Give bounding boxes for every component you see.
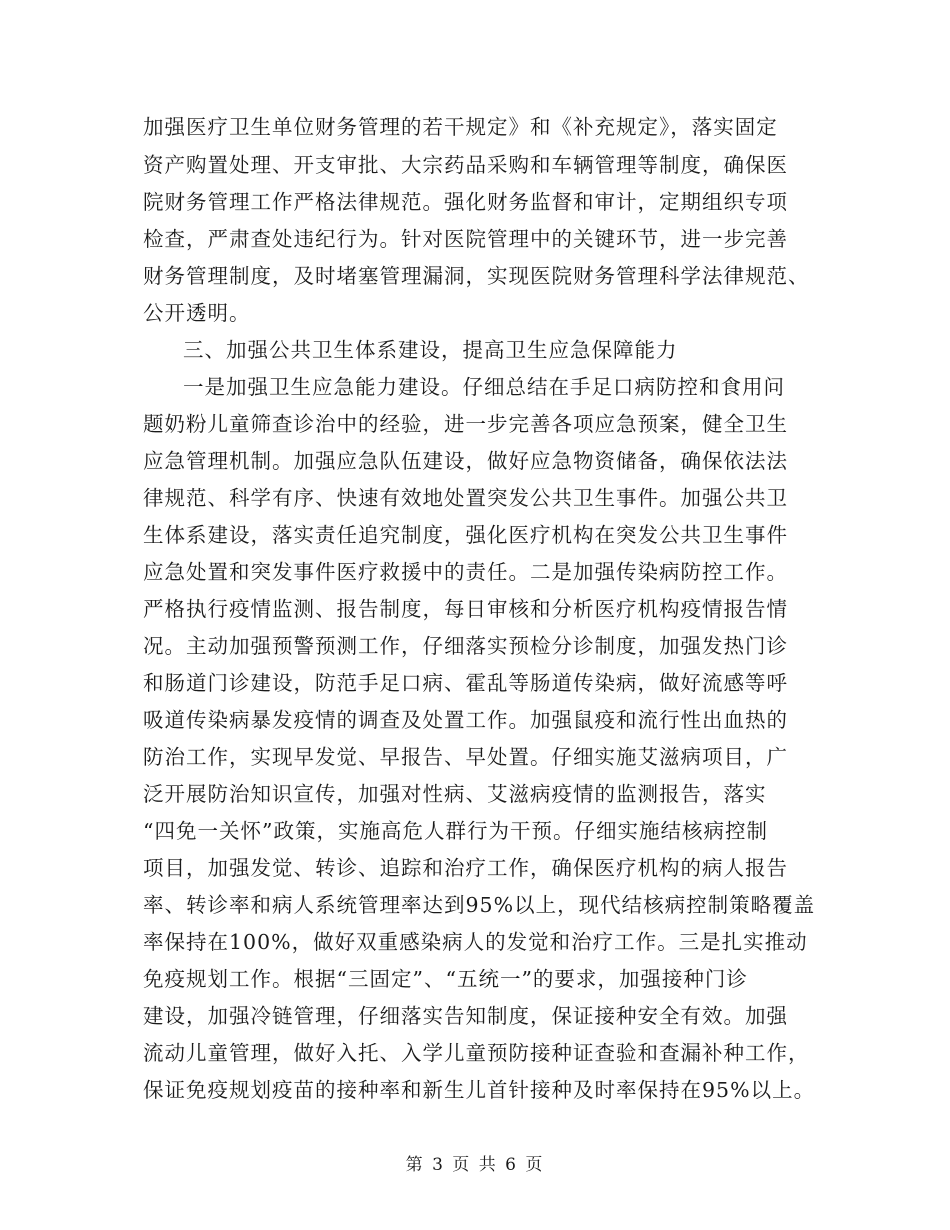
page-number-footer: 第 3 页 共 6 页 — [405, 1155, 545, 1175]
body-text-line: 资产购置处理、开支审批、大宗药品采购和车辆管理等制度，确保医 — [143, 153, 788, 177]
body-text-line: 保证免疫规划疫苗的接种率和新生儿首针接种及时率保持在95%以上。 — [143, 1078, 816, 1102]
body-text-line: 防治工作，实现早发觉、早报告、早处置。仔细实施艾滋病项目，广 — [143, 745, 788, 769]
body-text-line: 泛开展防治知识宣传，加强对性病、艾滋病疫情的监测报告，落实 — [143, 782, 767, 806]
body-text-line: 项目，加强发觉、转诊、追踪和治疗工作，确保医疗机构的病人报告 — [143, 856, 788, 880]
section-heading: 三、加强公共卫生体系建设，提高卫生应急保障能力 — [183, 338, 678, 362]
body-text-line: 流动儿童管理，做好入托、入学儿童预防接种证查验和查漏补种工作， — [143, 1041, 810, 1065]
body-text-line: 免疫规划工作。根据“三固定”、“五统一”的要求，加强接种门诊 — [143, 967, 748, 991]
body-text-line: 一是加强卫生应急能力建设。仔细总结在手足口病防控和食用问 — [183, 375, 785, 399]
body-text-line: 应急管理机制。加强应急队伍建设，做好应急物资储备，确保依法法 — [143, 449, 788, 473]
body-text-line: 公开透明。 — [143, 301, 251, 325]
body-text-line: 和肠道门诊建设，防范手足口病、霍乱等肠道传染病，做好流感等呼 — [143, 671, 788, 695]
body-text-line: 率、转诊率和病人系统管理率达到95%以上，现代结核病控制策略覆盖 — [143, 893, 816, 917]
body-text-line: 吸道传染病暴发疫情的调查及处置工作。加强鼠疫和流行性出血热的 — [143, 708, 788, 732]
body-text-line: “四免一关怀”政策，实施高危人群行为干预。仔细实施结核病控制 — [143, 819, 768, 843]
body-text-line: 建设，加强冷链管理，仔细落实告知制度，保证接种安全有效。加强 — [143, 1004, 788, 1028]
body-text-line: 律规范、科学有序、快速有效地处置突发公共卫生事件。加强公共卫 — [143, 486, 788, 510]
body-text-line: 率保持在100%，做好双重感染病人的发觉和治疗工作。三是扎实推动 — [143, 930, 808, 954]
body-text-line: 检查，严肃查处违纪行为。针对医院管理中的关键环节，进一步完善 — [143, 227, 788, 251]
body-text-line: 严格执行疫情监测、报告制度，每日审核和分析医疗机构疫情报告情 — [143, 597, 788, 621]
body-text-line: 加强医疗卫生单位财务管理的若干规定》和《补充规定》，落实固定 — [143, 115, 778, 139]
body-text-line: 院财务管理工作严格法律规范。强化财务监督和审计，定期组织专项 — [143, 190, 788, 214]
body-text-line: 题奶粉儿童筛查诊治中的经验，进一步完善各项应急预案，健全卫生 — [143, 412, 788, 436]
body-text-line: 财务管理制度，及时堵塞管理漏洞，实现医院财务管理科学法律规范、 — [143, 264, 810, 288]
body-text-line: 生体系建设，落实责任追究制度，强化医疗机构在突发公共卫生事件 — [143, 523, 788, 547]
body-text-line: 应急处置和突发事件医疗救援中的责任。二是加强传染病防控工作。 — [143, 560, 788, 584]
body-text-line: 况。主动加强预警预测工作，仔细落实预检分诊制度，加强发热门诊 — [143, 634, 788, 658]
